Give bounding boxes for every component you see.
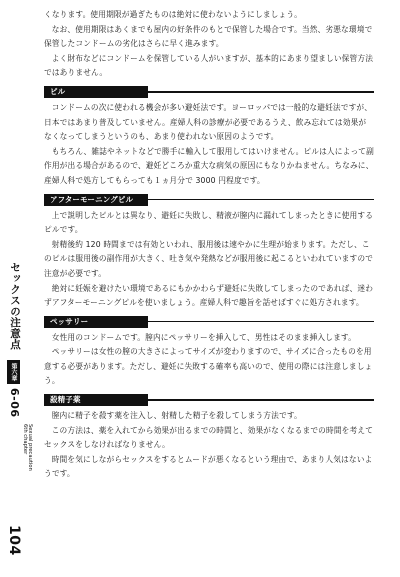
- heading-rule: [148, 91, 374, 92]
- heading-rule: [148, 399, 374, 400]
- paragraph: 女性用のコンドームです。膣内にペッサリーを挿入して、男性はそのまま挿入します。: [51, 332, 356, 342]
- paragraph: 膣内に精子を殺す薬を注入し、射精した精子を殺してしまう方法です。: [51, 411, 302, 421]
- section-heading-label: 殺精子薬: [44, 394, 148, 406]
- section-heading-pessary: [44, 316, 374, 328]
- paragraph: ペッサリーは女性の膣の大きさによってサイズが変わりますので、サイズに合ったものを用意する必要があります。ただし、避妊に失敗する確率も高いので、使用の際には注意しましょう。: [44, 347, 373, 386]
- section-heading-label: アフターモーニングピル: [44, 194, 148, 206]
- paragraph: もちろん、雑誌やネットなどで勝手に輸入して服用してはいけません。ピルは人によって副作用が出る場合があるので、避妊どころか重大な病気の原因にもなりかねません。ちなみに、産婦人科で処方してもらっても１ヵ月分で 3000 円程度です。: [44, 146, 374, 185]
- paragraph: よく財布などにコンドームを保管している人がいますが、基本的にあまり望ましい保管方法ではありません。: [44, 53, 374, 78]
- section-heading-label: ペッサリー: [44, 316, 148, 328]
- page-body: [44, 8, 374, 482]
- paragraph: なお、使用期限はあくまでも屋内の好条件のもとで保管した場合です。当然、劣悪な環境で保管したコンドームの劣化はさらに早く進みます。: [44, 24, 373, 49]
- paragraph: 時間を気にしながらセックスをするとムードが悪くなるという理由で、あまり人気はないようです。: [44, 454, 373, 479]
- heading-rule: [148, 321, 374, 322]
- page-number: 104: [6, 525, 22, 556]
- paragraph: この方法は、薬を入れてから効果が出るまでの時間と、効果がなくなるまでの時間を考えてセックスをしなければなりません。: [44, 425, 374, 450]
- section-subtitle-en: Sexual precaution: [27, 424, 33, 471]
- section-heading-label: ピル: [44, 86, 148, 98]
- section-heading-morning-after-pill: [44, 194, 374, 206]
- chapter-title: セックスの注意点: [9, 262, 21, 350]
- paragraph: コンドームの次に使われる機会が多い避妊法です。ヨーロッパでは一般的な避妊法ですが、日本ではあまり普及していません。産婦人科の診療が必要であるうえ、飲み忘れては効果がなくなってしまうというのも、あまり使われない原因のようです。: [44, 102, 373, 142]
- paragraph: 絶対に妊娠を避けたい環境であるにもかかわらず避妊に失敗してしまったのであれば、迷わずアフターモーニングピルを使いましょう。産婦人科で趣旨を話せばすぐに処方されます。: [44, 283, 374, 308]
- section-heading-spermicide: [44, 394, 374, 406]
- paragraph: 射精後約 120 時間までは有効といわれ、服用後は速やかに生理が始まります。ただし、このピルは服用後の副作用が大きく、吐き気や発熱などが服用後に起こるといわれていますので注意が必要です。: [44, 239, 374, 278]
- section-heading-pill: [44, 86, 374, 98]
- sidebar: [0, 0, 36, 577]
- paragraph: 上で説明したピルとは異なり、避妊に失敗し、精液が膣内に漏れてしまったときに使用するピルです。: [44, 210, 374, 235]
- chapter-subtitle-en: 6th chapter: [22, 424, 28, 455]
- chapter-badge: 第六章: [7, 360, 20, 384]
- heading-rule: [148, 199, 374, 200]
- section-number: 6-06: [8, 388, 21, 418]
- paragraph: くなります。使用期限が過ぎたものは絶対に使わないようにしましょう。: [44, 10, 303, 19]
